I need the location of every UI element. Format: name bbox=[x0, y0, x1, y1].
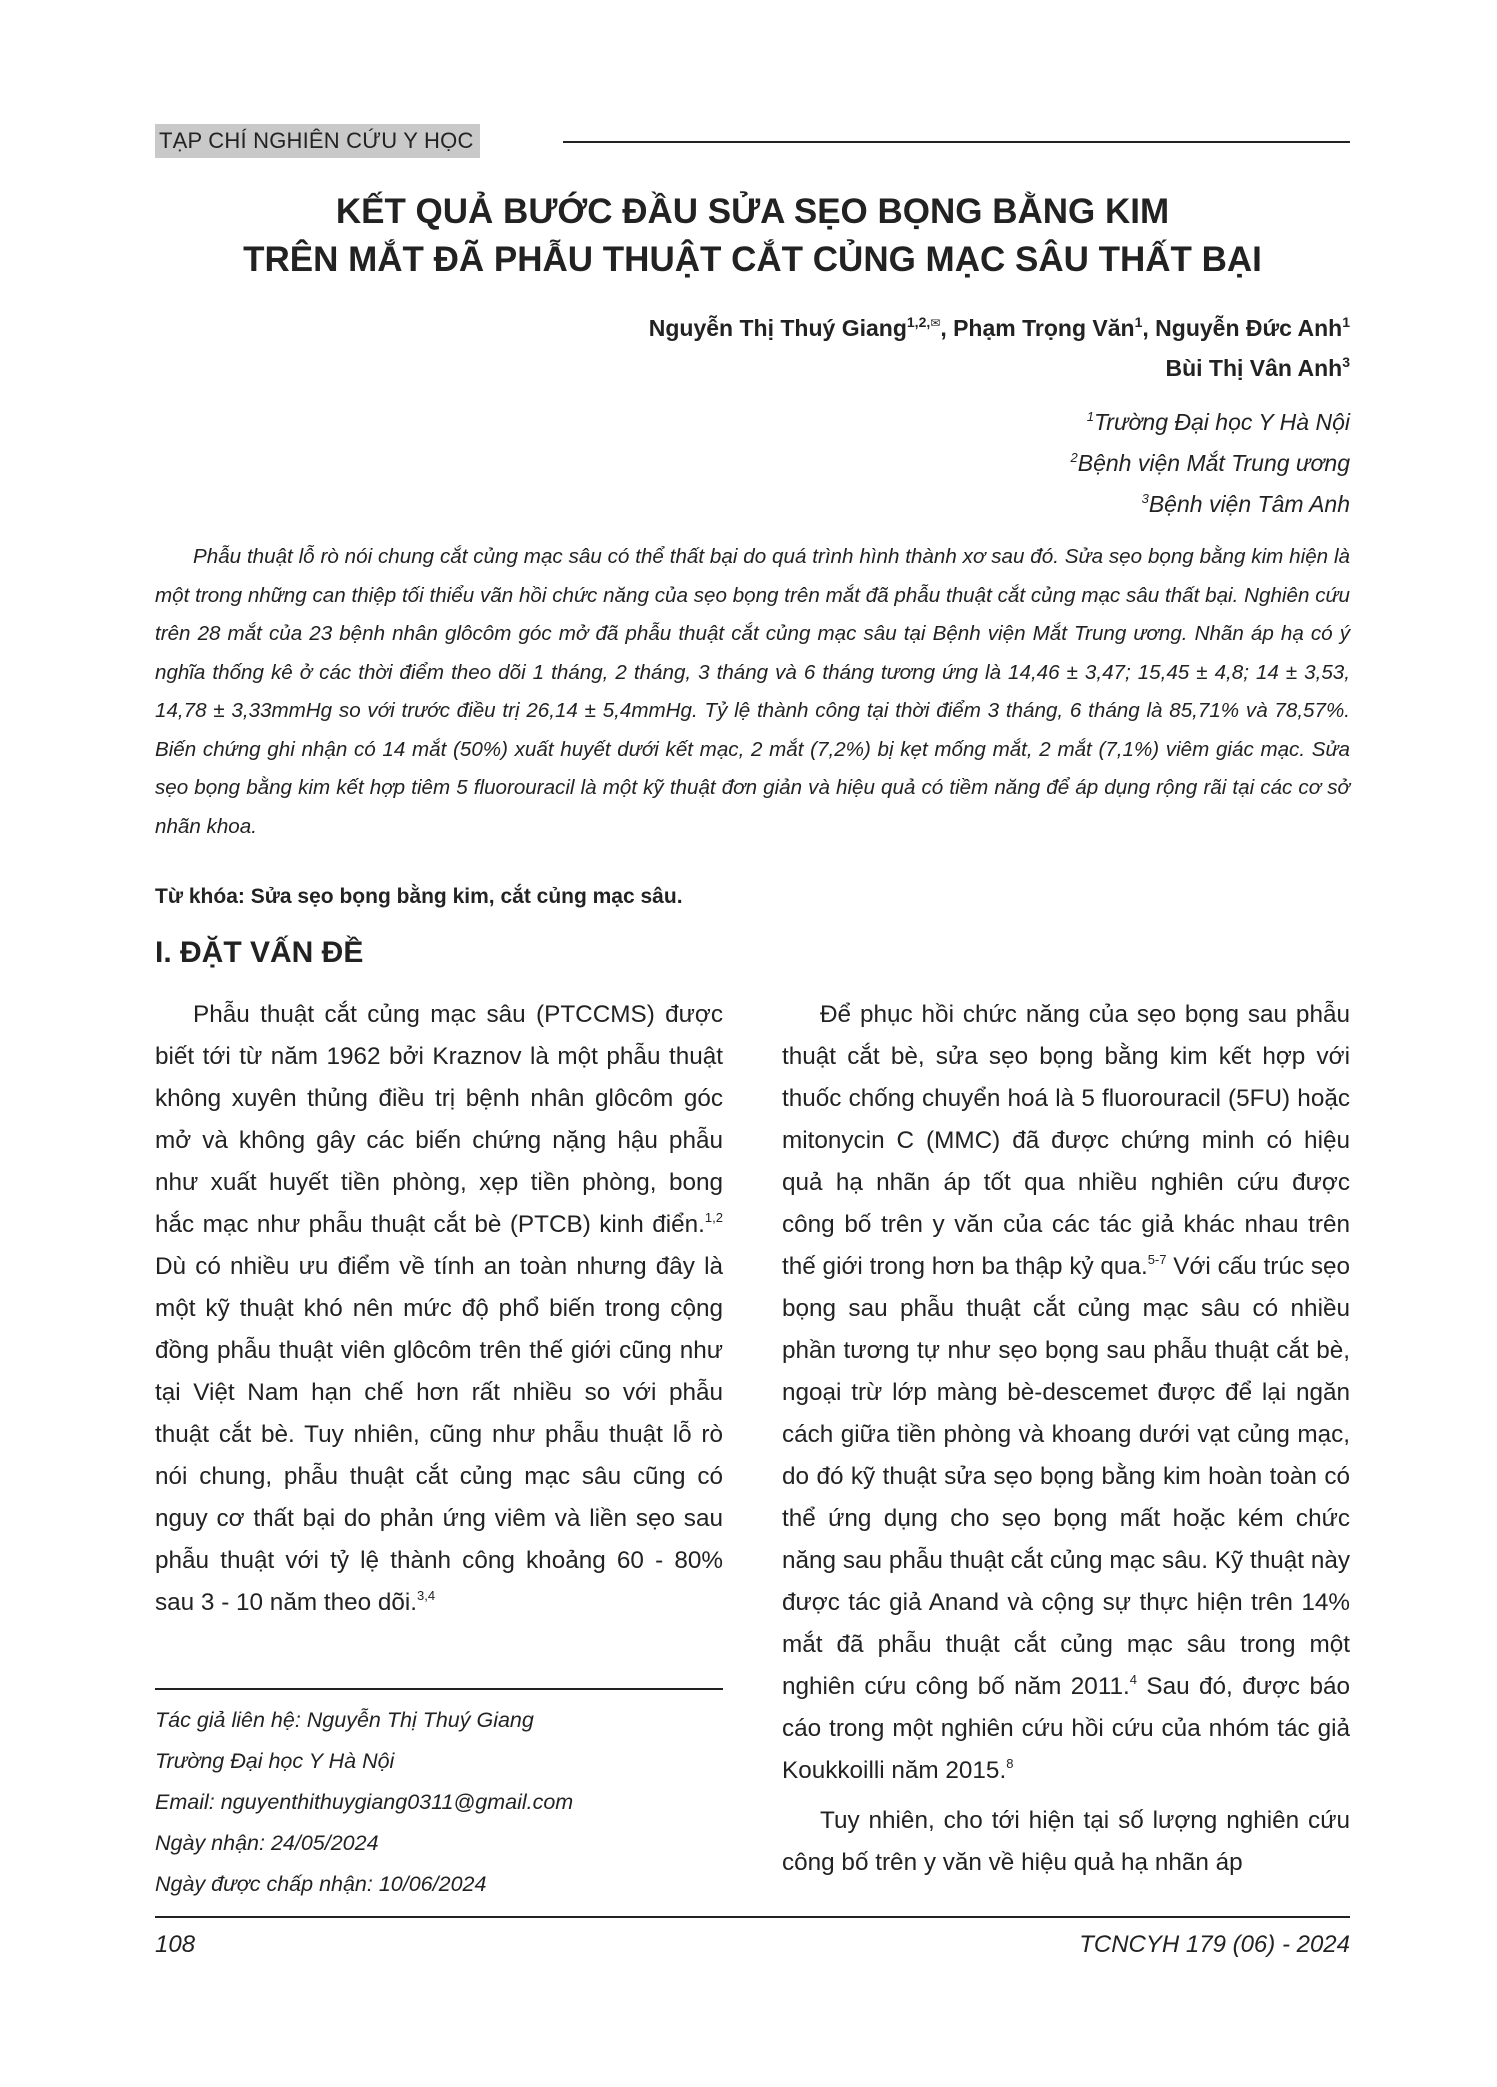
journal-issue: TCNCYH 179 (06) - 2024 bbox=[1079, 1931, 1350, 1958]
affiliation-name: Bệnh viện Mắt Trung ương bbox=[1077, 450, 1350, 476]
footnote-received-date: Ngày nhận: 24/05/2024 bbox=[155, 1831, 379, 1855]
body-paragraph bbox=[155, 994, 723, 1624]
author-line-1 bbox=[649, 303, 1350, 348]
title-line-1: KẾT QUẢ BƯỚC ĐẦU SỬA SẸO BỌNG BẰNG KIM bbox=[335, 192, 1170, 231]
paragraph-text: Dù có nhiều ưu điểm về tính an toàn nhưng đây là một kỹ thuật khó nên mức độ phổ biến trong cộng đồng phẫu thuật viên glôcôm trên thế giới cũng như tại Việt Nam hạn chế hơn rất nhiều so với phẫu thuật cắt bè. Tuy nhiên, cũng như phẫu thuật lỗ rò nói chung, phẫu thuật cắt củng mạc sâu cũng có nguy cơ thất bại do phản ứng viêm và liền sẹo sau phẫu thuật với tỷ lệ thành công khoảng 60 - 80% sau 3 - 10 năm theo dõi. bbox=[155, 1253, 723, 1616]
footnote-institution: Trường Đại học Y Hà Nội bbox=[155, 1749, 395, 1773]
footer-rule bbox=[155, 1916, 1350, 1918]
paragraph-text: Để phục hồi chức năng của sẹo bọng sau phẫu thuật cắt bè, sửa sẹo bọng bằng kim kết hợp với thuốc chống chuyển hoá là 5 fluorouracil (5FU) hoặc mitonycin C (MMC) đã được chứng minh có hiệu quả hạ nhãn áp tốt qua nhiều nghiên cứu được công bố trên y văn của các tác giả khác nhau trên thế giới trong hơn ba thập kỷ qua. bbox=[782, 1001, 1350, 1280]
affiliation-number: 3 bbox=[1141, 491, 1149, 506]
author-name: Nguyễn Đức Anh bbox=[1155, 315, 1343, 341]
affiliation-name: Bệnh viện Tâm Anh bbox=[1148, 491, 1350, 517]
title-line-2: TRÊN MẮT ĐÃ PHẪU THUẬT CẮT CỦNG MẠC SÂU THẤT BẠI bbox=[243, 240, 1262, 279]
envelope-icon: ✉ bbox=[930, 316, 941, 330]
author-separator: , bbox=[1142, 315, 1156, 341]
right-column bbox=[782, 994, 1350, 1884]
affiliation-item bbox=[1071, 484, 1350, 525]
footnote-email: Email: nguyenthithuygiang0311@gmail.com bbox=[155, 1790, 574, 1814]
author-affiliation-sup: 3 bbox=[1342, 354, 1350, 370]
header-rule bbox=[563, 141, 1350, 143]
page-number: 108 bbox=[155, 1931, 196, 1958]
journal-header bbox=[155, 124, 1350, 160]
body-paragraph bbox=[782, 994, 1350, 1792]
author-affiliation-sup: 1,2, bbox=[906, 314, 931, 330]
author-name: Nguyễn Thị Thuý Giang bbox=[648, 315, 907, 341]
author-list bbox=[649, 303, 1350, 388]
correspondence-footnote bbox=[155, 1700, 723, 1905]
author-name: Phạm Trọng Văn bbox=[953, 315, 1135, 341]
affiliation-name: Trường Đại học Y Hà Nội bbox=[1093, 409, 1350, 435]
citation-sup: 5-7 bbox=[1147, 1252, 1167, 1267]
paragraph-text: Sau đó, được báo cáo trong một nghiên cứu hồi cứu của nhóm tác giả Koukkoilli năm 2015. bbox=[782, 1673, 1350, 1784]
author-affiliation-sup: 1 bbox=[1134, 314, 1143, 330]
footnote-rule bbox=[155, 1688, 723, 1690]
footnote-corresponding-author: Tác giả liên hệ: Nguyễn Thị Thuý Giang bbox=[155, 1708, 534, 1732]
citation-sup: 4 bbox=[1129, 1672, 1138, 1687]
affiliation-list bbox=[1071, 402, 1350, 525]
section-heading: I. ĐẶT VẤN ĐỀ bbox=[155, 936, 364, 969]
abstract: Phẫu thuật lỗ rò nói chung cắt củng mạc sâu có thể thất bại do quá trình hình thành xơ sau đó. Sửa sẹo bọng bằng kim hiện là một trong những can thiệp tối thiểu vãn hồi chức năng của sẹo bọng trên mắt đã phẫu thuật cắt củng mạc sâu thất bại. Nghiên cứu trên 28 mắt của 23 bệnh nhân glôcôm góc mở đã phẫu thuật cắt củng mạc sâu tại Bệnh viện Mắt Trung ương. Nhãn áp hạ có ý nghĩa thống kê ở các thời điểm theo dõi 1 tháng, 2 tháng, 3 tháng và 6 tháng tương ứng là 14,46 ± 3,47; 15,45 ± 4,8; 14 ± 3,53, 14,78 ± 3,33mmHg so với trước điều trị 26,14 ± 5,4mmHg. Tỷ lệ thành công tại thời điểm 3 tháng, 6 tháng là 85,71% và 78,57%. Biến chứng ghi nhận có 14 mắt (50%) xuất huyết dưới kết mạc, 2 mắt (7,2%) bị kẹt mống mắt, 2 mắt (7,1%) viêm giác mạc. Sửa sẹo bọng bằng kim kết hợp tiêm 5 fluorouracil là một kỹ thuật đơn giản và hiệu quả có tiềm năng để áp dụng rộng rãi tại các cơ sở nhãn khoa. bbox=[155, 545, 1350, 838]
paragraph-text: Với cấu trúc sẹo bọng sau phẫu thuật cắt củng mạc sâu có nhiều phần tương tự như sẹo bọng sau phẫu thuật cắt bè, ngoại trừ lớp màng bè-descemet được để lại ngăn cách giữa tiền phòng và khoang dưới vạt củng mạc, do đó kỹ thuật sửa sẹo bọng bằng kim hoàn toàn có thể ứng dụng cho sẹo bọng mất hoặc kém chức năng sau phẫu thuật cắt củng mạc sâu. Kỹ thuật này được tác giả Anand và cộng sự thực hiện trên 14% mắt đã phẫu thuật cắt củng mạc sâu trong một nghiên cứu công bố năm 2011. bbox=[782, 1253, 1350, 1700]
article-title bbox=[155, 188, 1350, 284]
affiliation-number: 2 bbox=[1070, 450, 1078, 465]
footnote-accepted-date: Ngày được chấp nhận: 10/06/2024 bbox=[155, 1872, 487, 1896]
affiliation-item bbox=[1071, 402, 1350, 443]
citation-sup: 1,2 bbox=[704, 1210, 723, 1225]
affiliation-number: 1 bbox=[1086, 409, 1094, 424]
body-paragraph: Tuy nhiên, cho tới hiện tại số lượng nghiên cứu công bố trên y văn về hiệu quả hạ nhãn áp bbox=[782, 1807, 1350, 1876]
citation-sup: 3,4 bbox=[417, 1588, 436, 1603]
affiliation-item bbox=[1071, 443, 1350, 484]
left-column bbox=[155, 994, 723, 1624]
author-separator: , bbox=[940, 315, 954, 341]
journal-name: TẠP CHÍ NGHIÊN CỨU Y HỌC bbox=[155, 124, 480, 158]
paragraph-text: Phẫu thuật cắt củng mạc sâu (PTCCMS) được biết tới từ năm 1962 bởi Kraznov là một phẫu thuật không xuyên thủng điều trị bệnh nhân glôcôm góc mở và không gây các biến chứng nặng hậu phẫu như xuất huyết tiền phòng, xẹp tiền phòng, bong hắc mạc như phẫu thuật cắt bè (PTCB) kinh điển. bbox=[155, 1001, 723, 1238]
citation-sup: 8 bbox=[1006, 1756, 1014, 1771]
keywords: Từ khóa: Sửa sẹo bọng bằng kim, cắt củng mạc sâu. bbox=[155, 885, 683, 908]
author-name: Bùi Thị Vân Anh bbox=[1165, 355, 1343, 381]
author-affiliation-sup: 1 bbox=[1342, 314, 1350, 330]
author-line-2 bbox=[649, 348, 1350, 388]
